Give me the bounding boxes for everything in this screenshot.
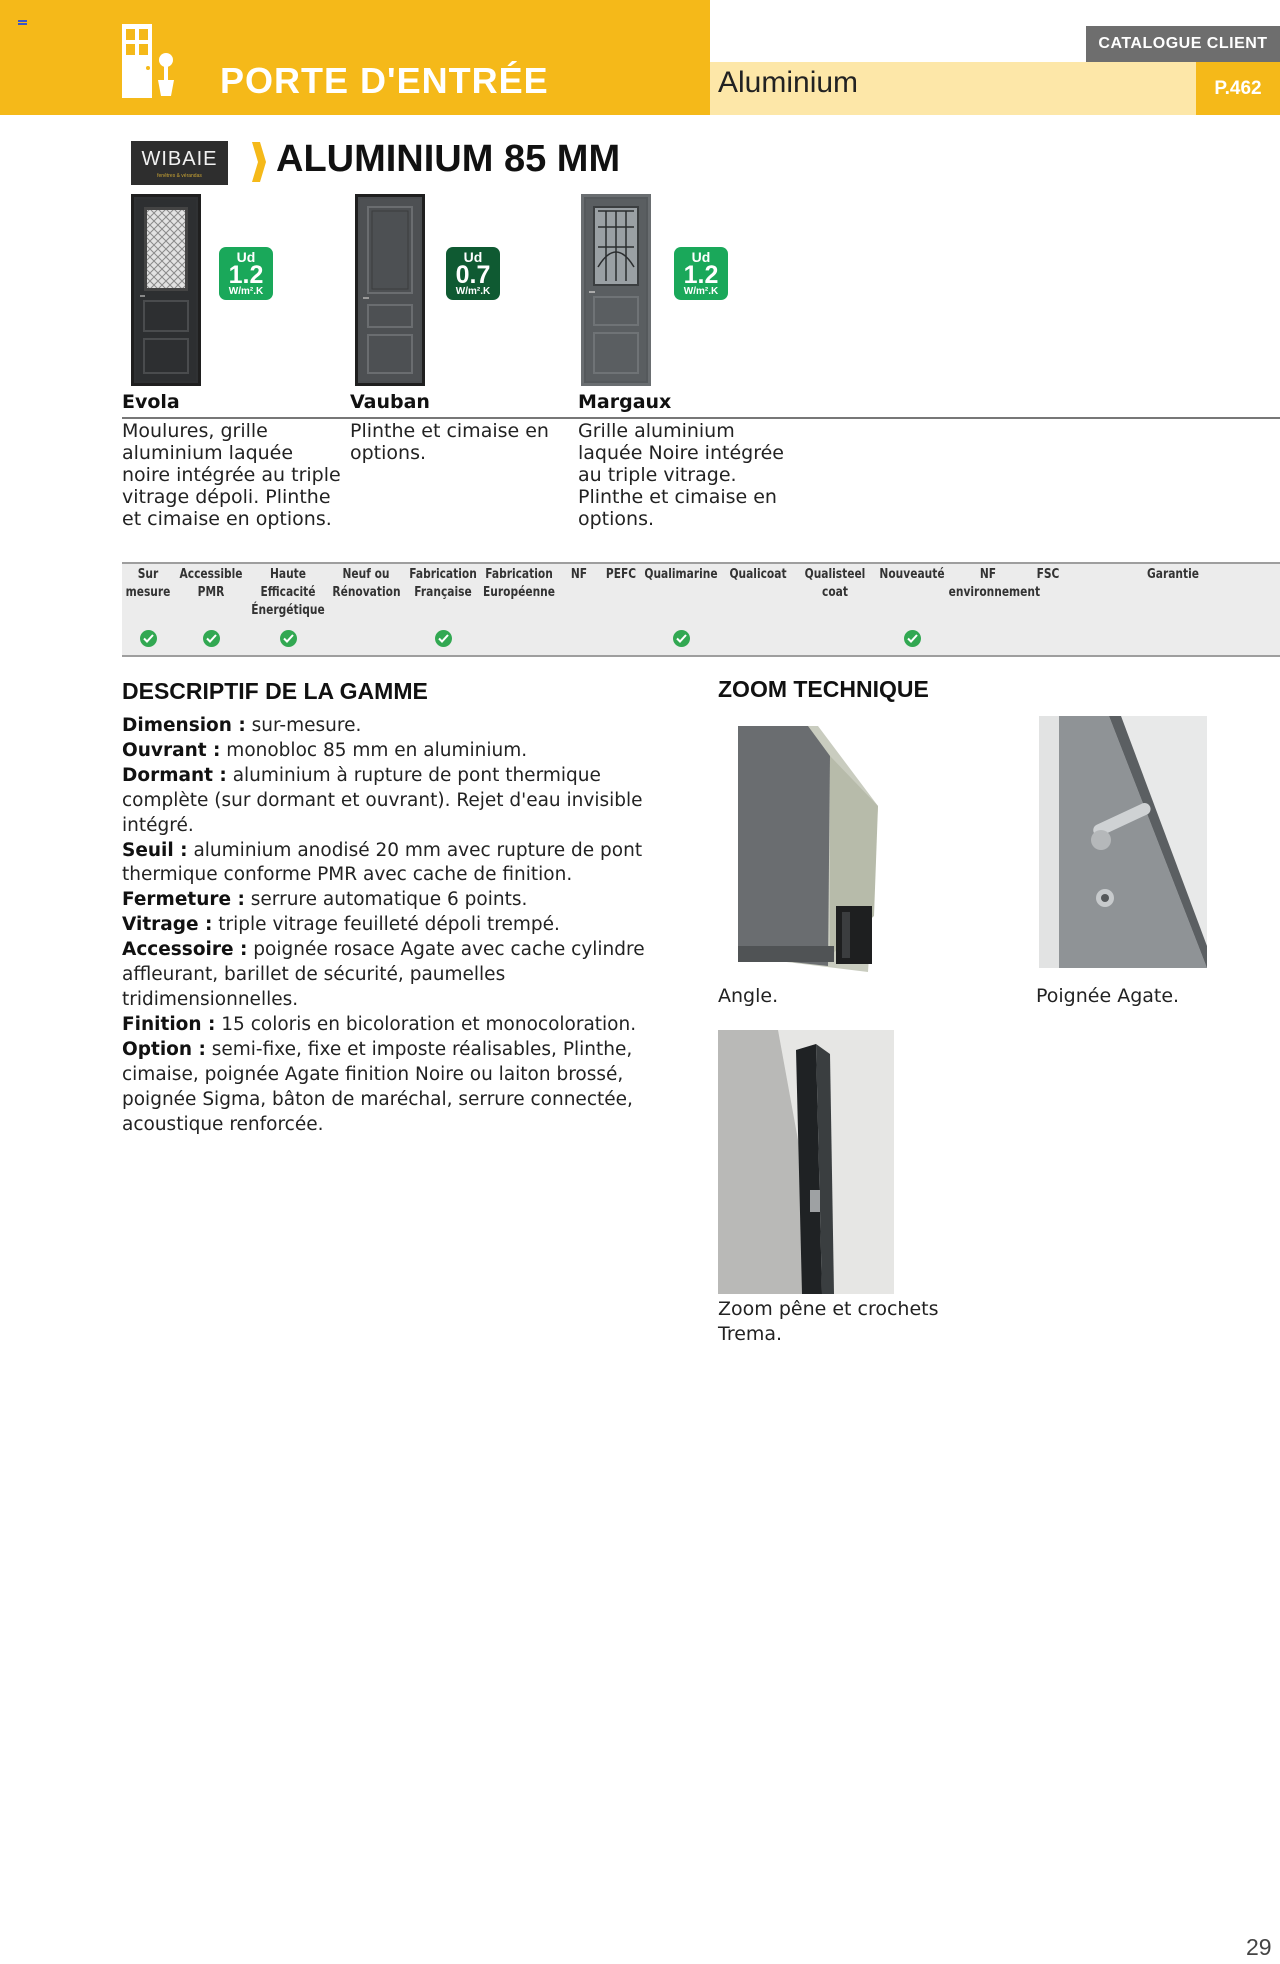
spec-text: 15 coloris en bicoloration et monocoloration.	[215, 1013, 637, 1035]
door-photo-margaux	[581, 194, 651, 386]
model-desc-vauban: Plinthe et cimaise en options.	[350, 420, 549, 464]
spec-label: Finition :	[122, 1013, 216, 1035]
ud-label: Ud	[463, 249, 483, 265]
ud-label: Ud	[691, 249, 711, 265]
zoom-photo-lock	[718, 1030, 894, 1294]
section-title: PORTE D'ENTRÉE	[220, 60, 549, 101]
check-icon	[904, 630, 921, 647]
feature-header: PEFC	[605, 567, 637, 582]
spec-text: semi-fixe, fixe et imposte réalisables, Plinthe, cimaise, poignée Agate finition Noire ou laiton brossé, poignée Sigma, bâton de maréchal, serrure connectée, acoustique renforcée.	[122, 1038, 633, 1135]
door-icon	[118, 22, 180, 100]
spec-text: serrure automatique 6 points.	[244, 889, 528, 911]
category-label: Aluminium	[718, 66, 859, 99]
check-icon	[673, 630, 690, 647]
zoom-caption-angle: Angle.	[718, 985, 779, 1007]
page-ref[interactable]: P.462	[1196, 62, 1280, 115]
feature-header: Fabrication Française	[409, 567, 477, 600]
model-desc-evola: Moulures, grille aluminium laquée noire intégrée au triple vitrage dépoli. Plinthe et cimaise en options.	[122, 420, 341, 530]
feature-header: Accessible PMR	[179, 567, 243, 600]
spec-label: Dimension :	[122, 715, 246, 736]
chevron-right-icon	[252, 142, 266, 182]
zoom-photo-handle	[1039, 716, 1207, 968]
ud-value: 1.2	[228, 261, 264, 289]
ud-label: Ud	[236, 249, 256, 265]
zoom-caption-handle: Poignée Agate.	[1036, 985, 1180, 1007]
check-icon	[280, 630, 297, 647]
ud-unit: W/m².K	[228, 286, 264, 297]
catalogue-label: CATALOGUE CLIENT	[1086, 26, 1280, 62]
check-icon	[435, 630, 452, 647]
ud-value: 1.2	[683, 261, 719, 289]
ud-unit: W/m².K	[455, 286, 491, 297]
door-photo-evola	[131, 194, 201, 386]
range-title: ALUMINIUM 85 MM	[276, 138, 621, 180]
spec-text: poignée rosace Agate avec cache cylindre affleurant, barillet de sécurité, paumelles tridimensionnelles.	[122, 939, 645, 1010]
ud-unit: W/m².K	[683, 286, 719, 297]
zoom-photo-angle	[718, 716, 894, 976]
spec-label: Dormant :	[122, 764, 227, 786]
ud-badge-evola	[219, 247, 273, 300]
door-photo-vauban	[355, 194, 425, 386]
spec-label: Fermeture :	[122, 889, 245, 911]
spec-text: monobloc 85 mm en aluminium.	[220, 739, 528, 761]
feature-header: Nouveauté	[879, 567, 945, 582]
spec-text: triple vitrage feuilleté dépoli trempé.	[212, 914, 560, 936]
zoom-title: ZOOM TECHNIQUE	[718, 676, 929, 702]
feature-header: Fabrication Européenne	[483, 567, 555, 600]
model-name-vauban: Vauban	[350, 391, 430, 413]
feature-header: FSC	[1036, 567, 1060, 582]
description-body	[122, 714, 652, 1137]
spec-label: Seuil :	[122, 839, 188, 861]
menu-icon[interactable]	[18, 20, 27, 27]
spec-text: sur-mesure.	[245, 715, 362, 736]
ud-badge-margaux	[674, 247, 728, 300]
feature-header: NF environnement	[948, 567, 1041, 600]
divider	[122, 417, 1280, 419]
spec-text: aluminium anodisé 20 mm avec rupture de pont thermique conforme PMR avec cache de finition.	[122, 839, 643, 886]
brand-logo-text: WIBAIE	[141, 147, 218, 170]
ud-value: 0.7	[455, 261, 491, 289]
check-icon	[140, 630, 157, 647]
check-icon	[203, 630, 220, 647]
page-number: 29	[1246, 1934, 1272, 1960]
feature-header: NF	[570, 567, 588, 582]
model-name-evola: Evola	[122, 391, 180, 413]
ud-badge-vauban	[446, 247, 500, 300]
feature-header: Qualimarine	[644, 567, 718, 582]
spec-label: Vitrage :	[122, 914, 213, 936]
feature-header: Qualisteel coat	[804, 567, 866, 600]
description-title: DESCRIPTIF DE LA GAMME	[122, 678, 428, 704]
spec-label: Ouvrant :	[122, 739, 221, 761]
feature-header: Sur mesure	[125, 567, 171, 600]
model-desc-margaux: Grille aluminium laquée Noire intégrée au triple vitrage. Plinthe et cimaise en options.	[578, 420, 784, 530]
feature-header: Qualicoat	[729, 567, 787, 582]
feature-header: Garantie	[1147, 567, 1199, 582]
zoom-caption-lock: Zoom pêne et crochets Trema.	[718, 1298, 939, 1345]
feature-header: Haute Efficacité Énergétique	[251, 567, 325, 618]
feature-header: Neuf ou Rénovation	[332, 567, 401, 600]
spec-text: aluminium à rupture de pont thermique complète (sur dormant et ouvrant). Rejet d'eau invisible intégré.	[122, 764, 643, 836]
spec-label: Option :	[122, 1038, 206, 1060]
model-name-margaux: Margaux	[578, 391, 672, 413]
brand-logo-tagline: fenêtres & vérandas	[157, 172, 202, 179]
brand-logo	[131, 141, 228, 185]
spec-label: Accessoire :	[122, 939, 248, 961]
